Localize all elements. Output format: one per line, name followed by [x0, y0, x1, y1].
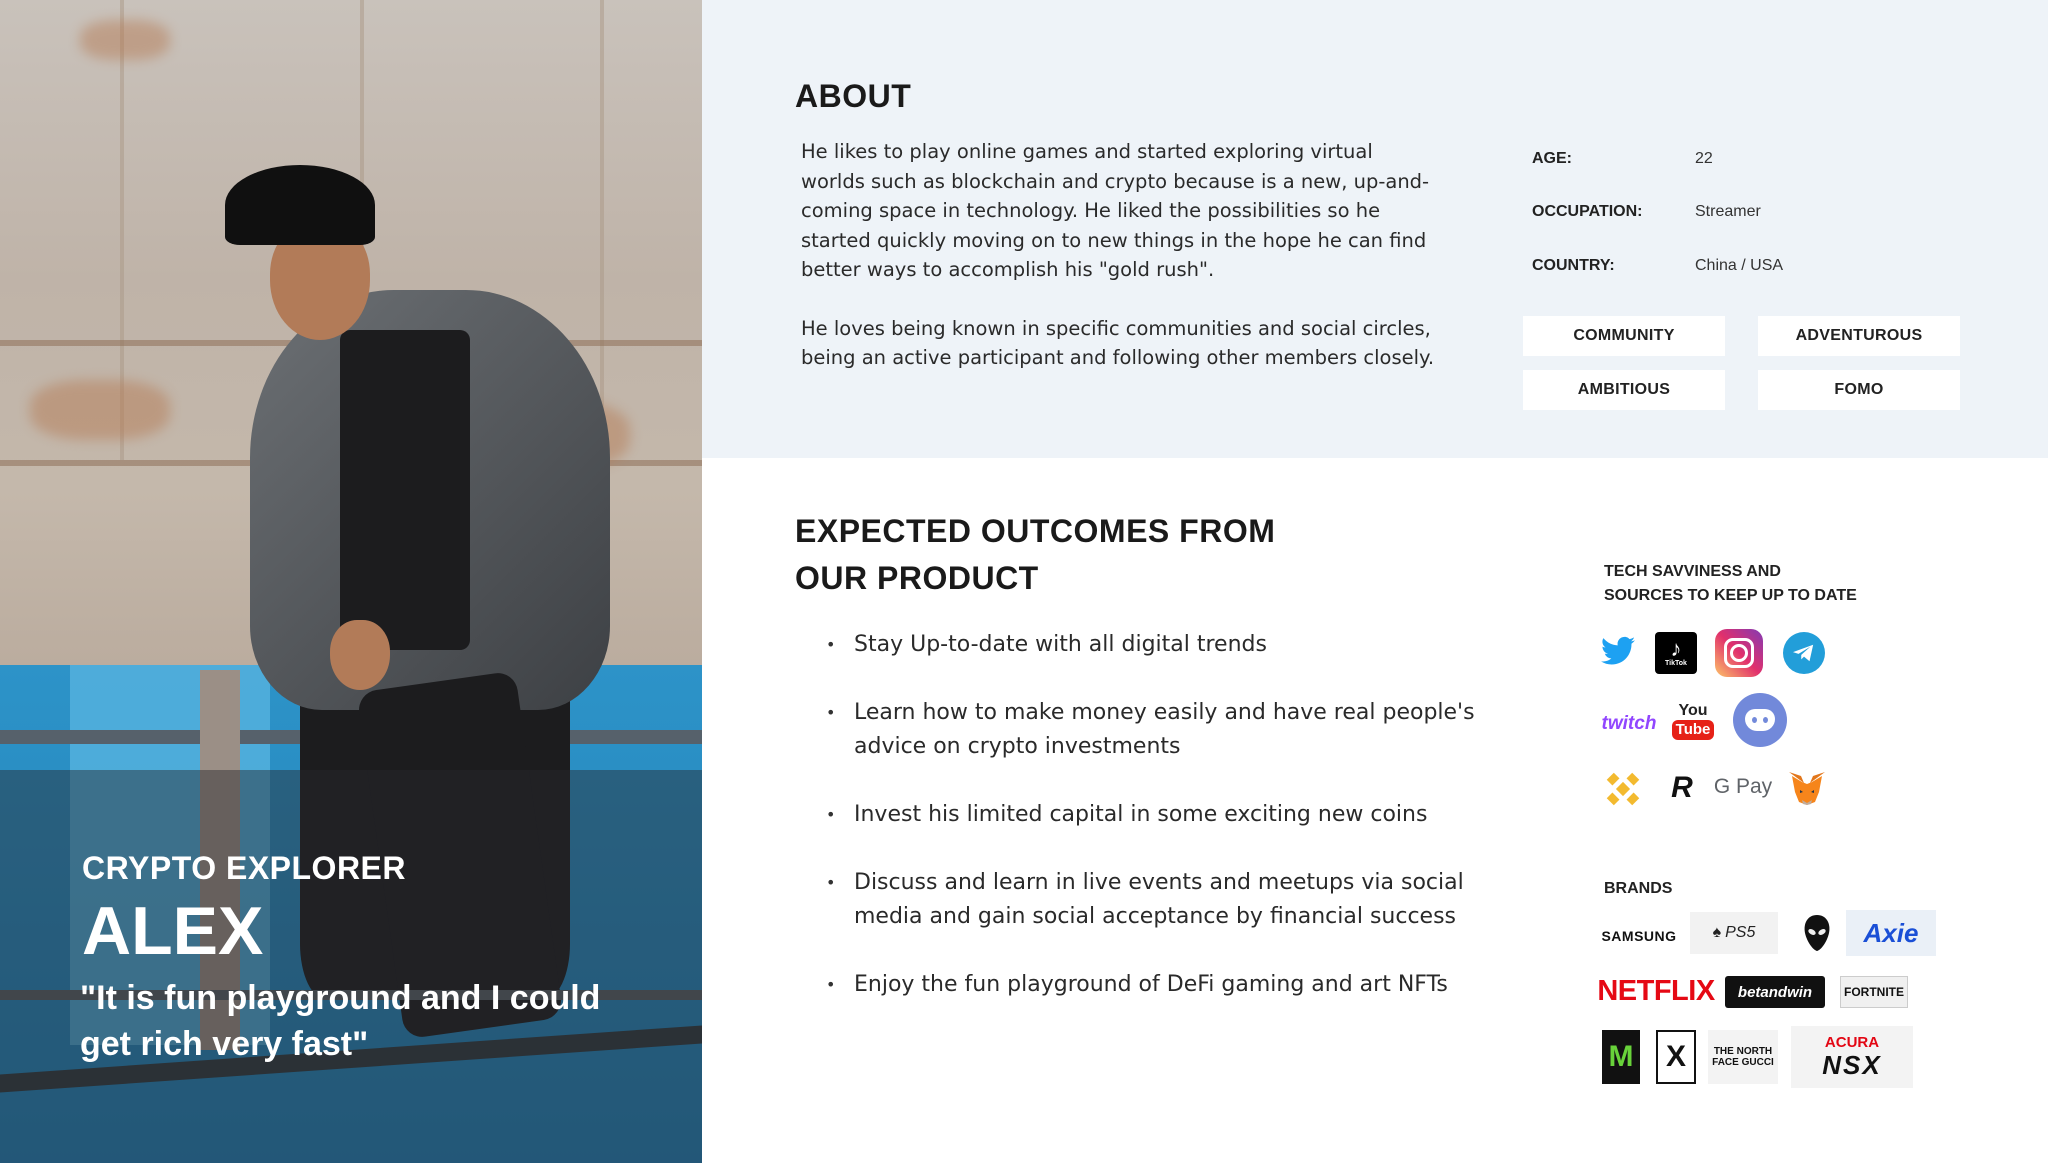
betandwin-logo: betandwin: [1725, 976, 1825, 1008]
outcomes-title: [795, 508, 1275, 602]
fortnite-logo: FORTNITE: [1840, 976, 1908, 1008]
samsung-logo: SAMSUNG: [1601, 928, 1677, 944]
twitter-icon: [1600, 633, 1636, 669]
outcomes-title-line2: OUR PRODUCT: [795, 560, 1039, 596]
binance-icon: [1602, 768, 1644, 810]
about-title: ABOUT: [795, 78, 912, 114]
trait-community: COMMUNITY: [1523, 316, 1725, 356]
about-paragraph-2: He loves being known in specific communities and social circles, being an active participant and following other members closely.: [801, 316, 1435, 369]
occupation-label: OCCUPATION:: [1532, 203, 1643, 220]
about-text: [801, 137, 1441, 402]
persona-name: ALEX: [82, 893, 264, 969]
trait-fomo: FOMO: [1758, 370, 1960, 410]
outcome-item: • Discuss and learn in live events and meetups via social media and gain social acceptance by financial success: [820, 866, 1500, 934]
country-label: COUNTRY:: [1532, 257, 1615, 274]
outcome-item: • Invest his limited capital in some exciting new coins: [820, 798, 1500, 832]
axie-logo: Axie: [1846, 910, 1936, 956]
outcome-item: • Stay Up-to-date with all digital trends: [820, 628, 1500, 662]
instagram-icon: [1715, 629, 1763, 677]
trait-ambitious: AMBITIOUS: [1523, 370, 1725, 410]
acura-nsx-logo: ACURA NSX: [1791, 1026, 1913, 1088]
outcome-item: • Enjoy the fun playground of DeFi gaming and art NFTs: [820, 968, 1500, 1002]
persona-role: CRYPTO EXPLORER: [82, 850, 406, 886]
country-value: China / USA: [1695, 257, 1784, 274]
tiktok-icon: ♪ TikTok: [1655, 632, 1697, 674]
alienware-logo: [1800, 913, 1834, 953]
monster-logo: M: [1602, 1030, 1640, 1084]
twitch-icon: twitch: [1601, 713, 1657, 734]
black-cap: [225, 165, 375, 245]
tech-title-line2: SOURCES TO KEEP UP TO DATE: [1604, 587, 1857, 604]
google-pay-icon: G Pay: [1713, 775, 1773, 798]
occupation-value: Streamer: [1695, 203, 1761, 220]
metamask-icon: [1786, 768, 1828, 810]
age-value: 22: [1695, 150, 1713, 167]
outcomes-list: [820, 628, 1500, 1036]
tech-title-line1: TECH SAVVINESS AND: [1604, 563, 1781, 580]
trait-adventurous: ADVENTUROUS: [1758, 316, 1960, 356]
off-white-logo: X: [1656, 1030, 1696, 1084]
youtube-icon: You Tube: [1670, 697, 1716, 745]
age-label: AGE:: [1532, 150, 1572, 167]
revolut-icon: R: [1671, 771, 1693, 804]
tech-title: [1604, 560, 1857, 608]
ps5-logo: ♠ PS5: [1690, 912, 1778, 954]
netflix-logo: NETFLIX: [1597, 974, 1715, 1007]
brands-title: BRANDS: [1604, 880, 1673, 897]
north-face-gucci-logo: THE NORTH FACE GUCCI: [1708, 1030, 1778, 1084]
telegram-icon: [1783, 632, 1825, 674]
outcome-item: • Learn how to make money easily and have real people's advice on crypto investments: [820, 696, 1500, 764]
outcomes-title-line1: EXPECTED OUTCOMES FROM: [795, 513, 1276, 549]
persona-quote: "It is fun playground and I could get rich very fast": [80, 979, 601, 1063]
about-paragraph-1: He likes to play online games and started exploring virtual worlds such as blockchain and crypto because is a new, up-and-coming space in technology. He liked the possibilities so he started quickly moving on to new things in the hope he can find better ways to accomplish his "gold rush".: [801, 140, 1430, 281]
discord-icon: [1733, 693, 1787, 747]
